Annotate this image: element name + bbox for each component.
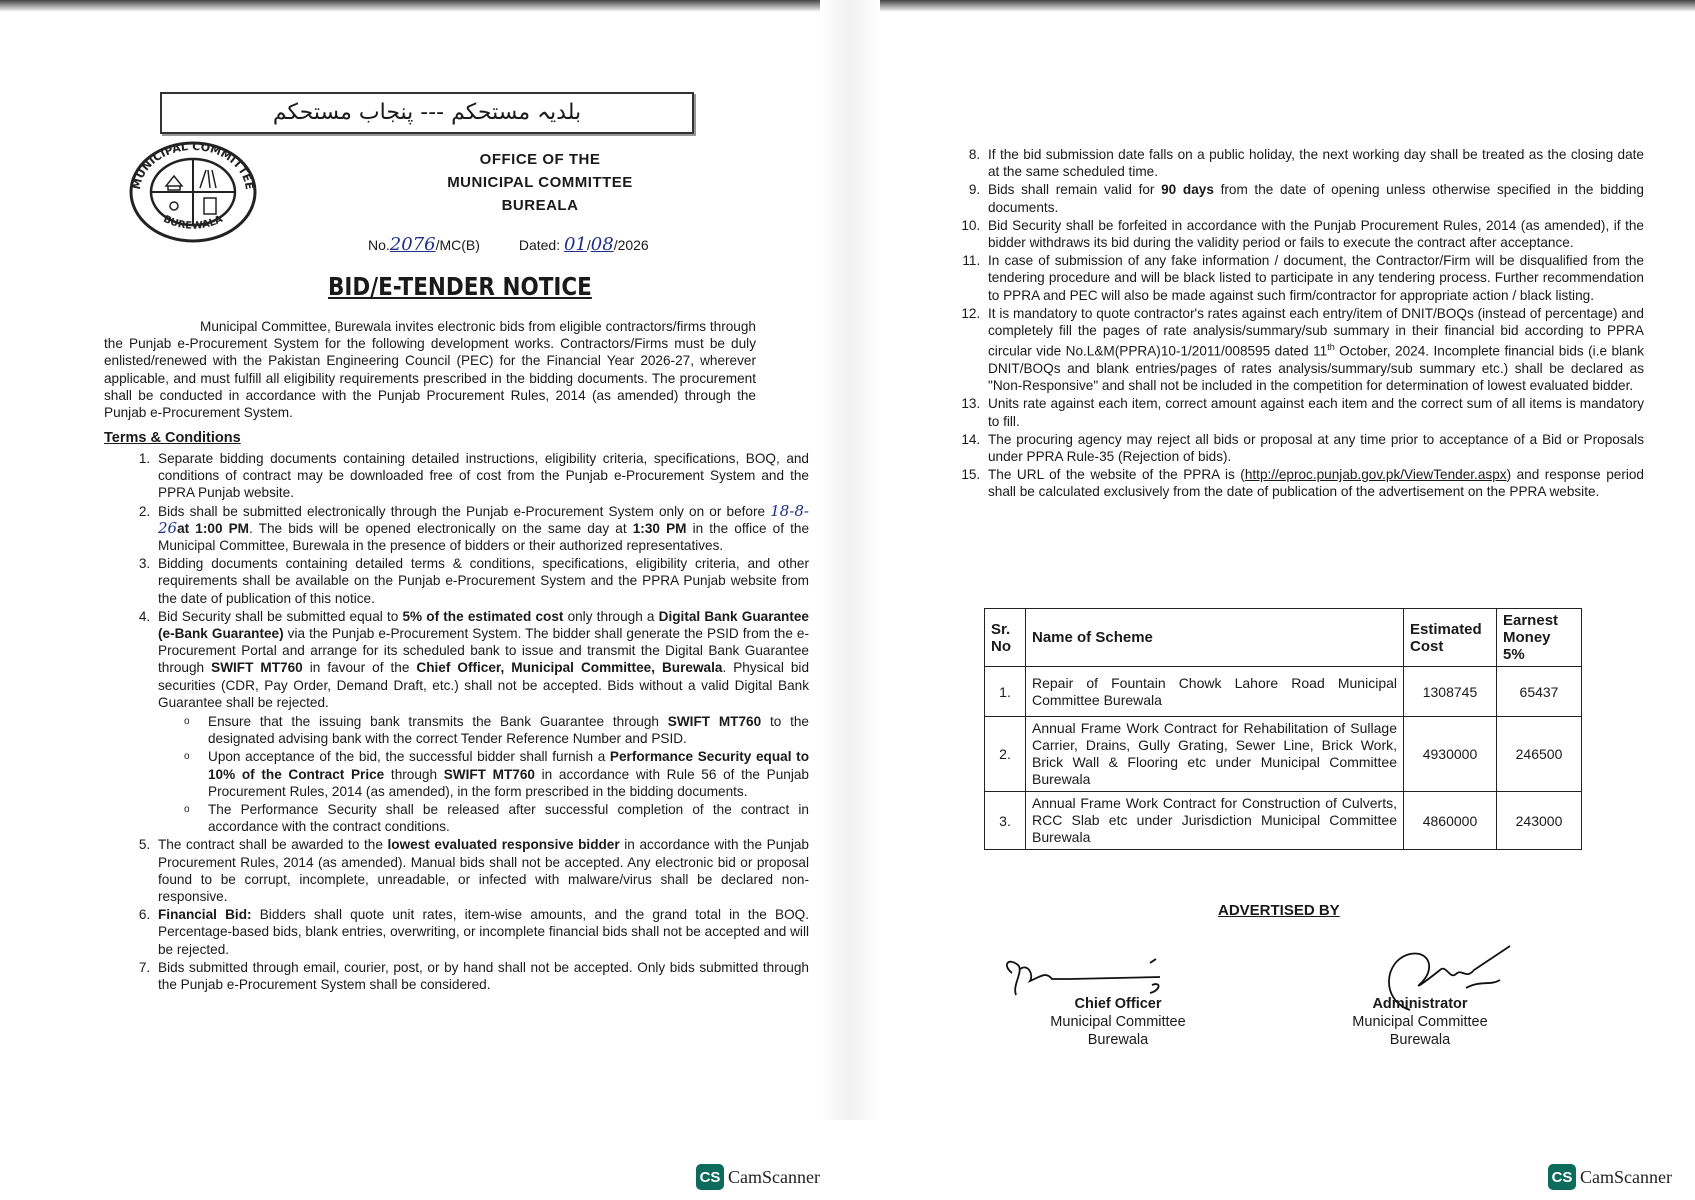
term-13: 13. Units rate against each item, correct amount against each item and the correct sum of all items is mandatory to fill.	[984, 395, 1644, 429]
term-11: 11. In case of submission of any fake information / document, the Contractor/Firm will be disqualified from the tendering procedure and will be black listed to participate in any tendering process. Further recommendation to PPRA and PEC will also be made against such firm/contractor for appropriate action / black listing.	[984, 252, 1644, 304]
camscanner-logo-icon: CS	[696, 1164, 724, 1190]
th-earnest-money: Earnest Money 5%	[1497, 609, 1582, 667]
term-4-text-e: . Physical bid securities (CDR, Pay Order, Demand Draft, etc.) shall not be accepted. Bids without a valid Digital Bank Guarantee shall be rejected.	[158, 660, 809, 710]
term-12-sup: th	[1327, 342, 1335, 353]
camscanner-label: CamScanner	[728, 1166, 820, 1187]
term-15-text-b: ) and response period shall be calculated exclusively from the date of publication of the advertisement on the PPRA website.	[988, 467, 1644, 500]
table-header-row	[985, 609, 1582, 667]
intro-paragraph: Municipal Committee, Burewala invites electronic bids from eligible contractors/firms through the Punjab e-Procurement System for the following development works. Contractors/Firms must be duly enlisted/renewed with the Pakistan Engineering Council (PEC) for the Financial Year 2026-27, wherever applicable, and must fulfill all eligibility requirements prescribed in the bidding documents. The procurement shall be conducted in accordance with the Punjab Procurement Rules, 2014 (as amended) through the Punjab e-Procurement System.	[104, 319, 756, 421]
terms-heading: Terms & Conditions	[104, 430, 241, 446]
camscanner-watermark-left	[696, 1164, 820, 1190]
term-9-text-a: Bids shall remain valid for	[988, 182, 1162, 198]
dated-year: /2026	[613, 237, 649, 253]
row-estimated-cost: 1308745	[1404, 667, 1497, 717]
row-scheme-name: Annual Frame Work Contract for Rehabilitation of Sullage Carrier, Drains, Gully Grating, Sewer Line, Brick Work, Brick Wall & Flooring etc under Municipal Committee Burewala	[1026, 717, 1404, 792]
office-heading	[420, 148, 660, 217]
administrator-signature-block	[1320, 995, 1520, 1049]
term-14: 14. The procuring agency may reject all bids or proposal at any time prior to acceptance of a Bid or Proposals under PPRA Rule-35 (Rejection of bids).	[984, 431, 1644, 465]
term-15	[984, 466, 1644, 500]
table-row	[985, 717, 1582, 792]
row-earnest-money: 243000	[1497, 792, 1582, 850]
term-2-time: at 1:00 PM	[177, 520, 250, 536]
term-9	[984, 181, 1644, 215]
term-12-text-a: It is mandatory to quote contractor's rates against each entry/item of DNIT/BOQs (instead of percentage) and completely fill the pages of rate analysis/summary/sub summary in their financial bid according to PPRA circular vide No.L&M(PPRA)10-1/2011/008595 dated 11	[988, 305, 1644, 359]
term-2-handwritten-date: 18-8-26	[158, 501, 809, 537]
term-2-text-c: in the office of the Municipal Committee, Burewala in the presence of bidders or their authorized representatives.	[158, 520, 810, 554]
term-2-text-b: . The bids will be opened electronically on the same day at	[249, 520, 633, 536]
sub-1-text-a: Ensure that the issuing bank transmits the Bank Guarantee through	[208, 714, 668, 730]
sig1-role: Chief Officer	[1074, 996, 1162, 1012]
th-estimated-cost: Estimated Cost	[1404, 609, 1497, 667]
term-12	[984, 305, 1644, 395]
left-page	[0, 0, 820, 1187]
th-sr-no: Sr. No	[985, 609, 1026, 667]
term-6-label: Financial Bid:	[158, 907, 252, 923]
term-2-text: Bids shall be submitted electronically through the Punjab e-Procurement System only on or before	[158, 503, 771, 519]
camscanner-logo-icon: CS	[1548, 1164, 1576, 1190]
sub-1-swift: SWIFT MT760	[667, 714, 762, 730]
row-sr: 1.	[985, 667, 1026, 717]
office-line-1: OFFICE OF THE	[479, 151, 601, 168]
seal-bottom-text: BUREWALA	[161, 213, 225, 232]
th-scheme-name: Name of Scheme	[1026, 609, 1404, 667]
notice-title: BID/E-TENDER NOTICE	[328, 272, 592, 301]
urdu-slogan-box: بلدیہ مستحکم --- پنجاب مستحکم	[160, 92, 694, 134]
ref-no-label: No.	[368, 237, 390, 253]
term-2	[154, 503, 809, 555]
term-4-sub-3: o The Performance Security shall be released after successful completion of the contract in accordance with the contract conditions.	[184, 801, 809, 835]
term-4-text-b: only through a	[563, 608, 659, 624]
term-3: 3. Bidding documents containing detailed terms & conditions, specifications, eligibility criteria, and other requirements shall be available on the Punjab e-Procurement System and the PPRA Punjab website from the date of publication of this notice.	[154, 555, 809, 607]
sig2-line3: Burewala	[1389, 1032, 1451, 1048]
term-6-text: Bidders shall quote unit rates, item-wise amounts, and the grand total in the BOQ. Percentage-based bids, blank entries, overwriting, or incomplete financial bids shall not be accepted and will be rejected.	[158, 907, 810, 957]
scan-edge-shadow-right	[880, 0, 1695, 12]
row-estimated-cost: 4860000	[1404, 792, 1497, 850]
row-estimated-cost: 4930000	[1404, 717, 1497, 792]
term-4-sub-1	[184, 713, 809, 747]
table-row	[985, 667, 1582, 717]
advertised-by-heading: ADVERTISED BY	[1218, 902, 1340, 919]
term-8: 8. If the bid submission date falls on a public holiday, the next working day shall be treated as the closing date at the same scheduled time.	[984, 146, 1644, 180]
row-scheme-name: Annual Frame Work Contract for Construction of Culverts, RCC Slab etc under Jurisdiction Municipal Committee Burewala	[1026, 792, 1404, 850]
term-5-text-a: The contract shall be awarded to the	[158, 837, 388, 853]
seal-top-text: MUNICIPAL COMMITTEE	[129, 140, 257, 191]
office-line-2: MUNICIPAL COMMITTEE	[447, 174, 633, 191]
camscanner-watermark-right	[1548, 1164, 1672, 1190]
row-earnest-money: 65437	[1497, 667, 1582, 717]
ref-no-suffix: /MC(B)	[435, 237, 480, 253]
dated-day: 01	[563, 234, 587, 255]
sig1-line2: Municipal Committee	[1050, 1014, 1186, 1030]
sub-1-text-b: to the designated advising bank with the correct Tender Reference Number and PSID.	[208, 714, 809, 747]
term-4-sub-2	[184, 748, 809, 800]
term-4	[154, 608, 809, 836]
term-9-days: 90 days	[1161, 182, 1214, 198]
sub-2-perf-security: Performance Security equal to 10% of the Contract Price	[208, 749, 809, 782]
ref-no-value: 2076	[389, 234, 436, 255]
dated-sep: /	[586, 237, 591, 253]
row-earnest-money: 246500	[1497, 717, 1582, 792]
term-4-beneficiary: Chief Officer, Municipal Committee, Burewala	[416, 660, 723, 676]
term-4-text-d: in favour of the	[302, 660, 417, 676]
term-2-open-time: 1:30 PM	[632, 520, 687, 536]
term-7: 7. Bids submitted through email, courier, post, or by hand shall not be accepted. Only bids submitted through the Punjab e-Procurement System shall be considered.	[154, 959, 809, 993]
term-4-swift: SWIFT MT760	[211, 660, 303, 676]
term-15-text-a: The URL of the website of the PPRA is (	[988, 467, 1245, 483]
sig2-role: Administrator	[1372, 996, 1468, 1012]
term-4-dbg: Digital Bank Guarantee (e-Bank Guarantee)	[158, 608, 809, 642]
term-5	[154, 836, 809, 905]
camscanner-label: CamScanner	[1580, 1166, 1672, 1187]
ppra-url-link[interactable]: http://eproc.punjab.gov.pk/ViewTender.aspx	[1244, 467, 1507, 483]
sig1-line3: Burewala	[1087, 1032, 1149, 1048]
sub-2-text-a: Upon acceptance of the bid, the successful bidder shall furnish a	[208, 749, 610, 765]
row-scheme-name: Repair of Fountain Chowk Lahore Road Municipal Committee Burewala	[1026, 667, 1404, 717]
terms-list-right	[952, 146, 1644, 502]
row-sr: 2.	[985, 717, 1026, 792]
office-line-3: BUREALA	[501, 197, 579, 214]
row-sr: 3.	[985, 792, 1026, 850]
sig2-line2: Municipal Committee	[1352, 1014, 1488, 1030]
term-5-bold: lowest evaluated responsive bidder	[387, 837, 620, 853]
term-5-text-b: in accordance with the Punjab Procurement Rules, 2014 (as amended). Manual bids shall not be accepted. Any electronic bid or proposal found to be corrupt, incomplete, unreadable, or infected with malware/virus shall be declared non-responsive.	[158, 837, 809, 905]
schemes-table	[984, 608, 1582, 850]
term-9-text-b: from the date of opening unless otherwise specified in the bidding documents.	[988, 182, 1644, 215]
term-1: 1. Separate bidding documents containing detailed instructions, eligibility criteria, specifications, BOQ, and conditions of contract may be downloaded free of cost from the Punjab e-Procurement System and the PPRA Punjab website.	[154, 450, 809, 502]
sub-2-text-c: in accordance with Rule 56 of the Punjab Procurement Rules, 2014 (as amended), in the form prescribed in the bidding documents.	[208, 766, 809, 799]
term-4-sublist	[158, 713, 809, 835]
page-gutter	[820, 0, 880, 1120]
scan-edge-shadow	[0, 0, 820, 12]
term-4-percent: 5% of the estimated cost	[402, 608, 564, 624]
terms-list-left	[104, 450, 809, 994]
term-4-text-a: Bid Security shall be submitted equal to	[158, 608, 403, 624]
term-12-text-b: October, 2024. Incomplete financial bids (i.e blank DNIT/BOQs and blank entries/pages of rates analysis/summary/sub summary etc.) shall be declared as "Non-Responsive" and shall not be included in the competition for determination of lowest evaluated bidder.	[988, 343, 1644, 394]
term-4-text-c: via the Punjab e-Procurement System. The bidder shall generate the PSID from the e-Procurement Portal and arrange for its scheduled bank to issue and transmit the Digital Bank Guarantee through	[158, 626, 809, 676]
reference-line	[368, 234, 649, 255]
term-10: 10. Bid Security shall be forfeited in accordance with the Punjab Procurement Rules, 2014 (as amended), if the bidder withdraws its bid during the validity period or fails to execute the contract after acceptance.	[984, 217, 1644, 251]
sub-2-swift: SWIFT MT760	[443, 766, 535, 782]
chief-officer-signature-block	[1018, 995, 1218, 1049]
dated-label: Dated:	[518, 237, 561, 253]
term-6	[154, 906, 809, 958]
dated-month: 08	[590, 234, 614, 255]
table-row	[985, 792, 1582, 850]
municipal-seal-logo	[128, 140, 258, 245]
sub-2-text-b: through	[384, 766, 444, 782]
